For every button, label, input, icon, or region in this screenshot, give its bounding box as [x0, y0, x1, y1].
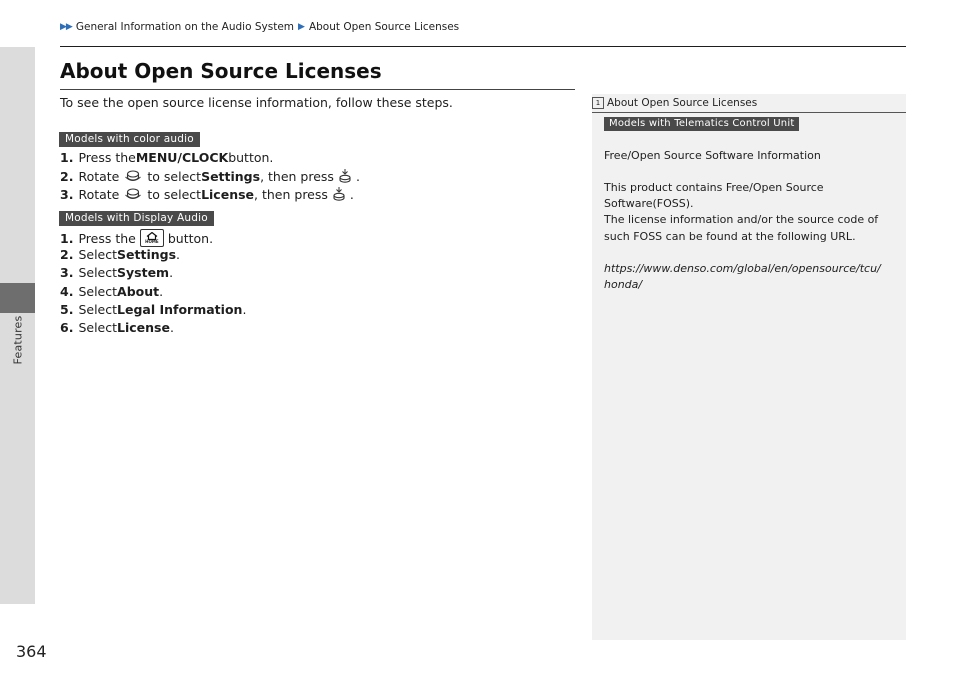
- side-note-line: such FOSS can be found at the following URL.: [604, 230, 856, 243]
- header-divider: [60, 46, 906, 47]
- license-url-link[interactable]: https://www.denso.com/global/en/opensource/tcu/: [604, 262, 881, 275]
- side-note-panel: [592, 94, 906, 640]
- side-note-line: The license information and/or the source code of: [604, 213, 879, 226]
- step-color-3: 3. Rotate to select License , then press .: [60, 186, 354, 202]
- breadcrumb: [60, 21, 459, 33]
- step-display-5: 5. Select Legal Information .: [60, 302, 247, 317]
- breadcrumb-item-audio-system[interactable]: General Information on the Audio System: [75, 21, 295, 33]
- step-display-6: 6. Select License .: [60, 320, 174, 335]
- enter-press-icon: [331, 186, 347, 202]
- enter-press-icon: [337, 168, 353, 184]
- model-tag-telematics: Models with Telematics Control Unit: [604, 117, 799, 131]
- page-title: About Open Source Licenses: [60, 59, 382, 83]
- interface-dial-icon: [123, 186, 143, 202]
- side-note-line: This product contains Free/Open Source: [604, 181, 824, 194]
- page-number: 364: [16, 642, 47, 661]
- side-note-line: Software(FOSS).: [604, 197, 694, 210]
- step-display-1: 1. Press the HOME button.: [60, 230, 214, 246]
- side-note-line: Free/Open Source Software Information: [604, 149, 821, 162]
- side-note-heading: [592, 97, 757, 109]
- reference-icon: 1: [592, 97, 604, 109]
- side-tab-marker: [0, 283, 35, 313]
- step-color-2: 2. Rotate to select Settings , then press .: [60, 168, 360, 184]
- side-note-title: About Open Source Licenses: [607, 97, 758, 109]
- step-display-3: 3. Select System .: [60, 265, 174, 280]
- side-section-label: Features: [11, 315, 25, 365]
- home-button-icon: HOME: [140, 229, 164, 247]
- model-tag-display-audio: Models with Display Audio: [59, 211, 214, 226]
- license-url-link-cont[interactable]: honda/: [604, 278, 643, 291]
- model-tag-color-audio: Models with color audio: [59, 132, 200, 147]
- step-color-1: 1. Press the MENU/CLOCK button.: [60, 150, 274, 165]
- breadcrumb-item-open-source[interactable]: About Open Source Licenses: [308, 21, 460, 33]
- interface-dial-icon: [123, 168, 143, 184]
- step-display-4: 4. Select About .: [60, 284, 164, 299]
- title-divider: [60, 89, 575, 90]
- breadcrumb-arrow-icon: ▶▶: [60, 22, 72, 32]
- side-note-divider: [592, 112, 906, 113]
- step-display-2: 2. Select Settings .: [60, 247, 181, 262]
- intro-text: To see the open source license information, follow these steps.: [60, 95, 453, 110]
- breadcrumb-separator-icon: ▶: [298, 22, 305, 32]
